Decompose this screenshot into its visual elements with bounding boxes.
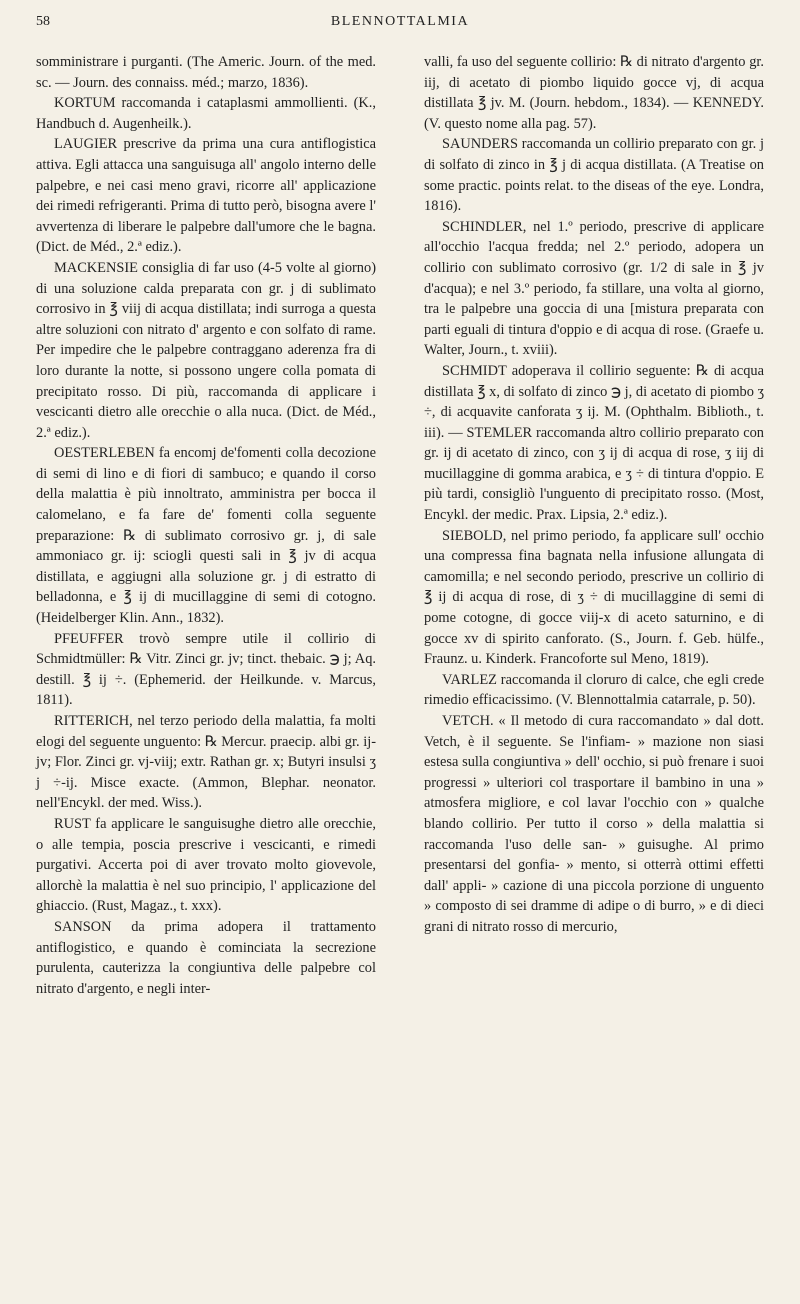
paragraph: RUST fa applicare le sanguisughe dietro alle orecchie, o alle tempia, poscia prescrive i vescicanti, e rimedi purgativi. Accerta poi di aver trovato molto giovevole, allorchè la malattia è nel suo principio, l' applicazione del ghiaccio. (Rust, Magaz., t. xxx). <box>36 815 376 915</box>
paragraph: MACKENSIE consiglia di far uso (4-5 volte al giorno) di una soluzione calda preparata con gr. j di sublimato corrosivo in ℥ viij di acqua distillata; indi surroga a questa altre soluzioni con nitrato d' argento e con solfato di rame. Per impedire che le palpebre contraggano aderenza fra di loro durante la notte, si possono ungere colla pomata di precipitato rosso. Di più, raccomanda di applicare i vescicanti dietro alle orecchie o alla nuca. (Dict. de Méd., 2.ª ediz.). <box>36 259 376 441</box>
page-number: 58 <box>36 14 50 29</box>
paragraph: SCHINDLER, nel 1.º periodo, prescrive di applicare all'occhio l'acqua fredda; nel 2.º periodo, adopera un collirio con sublimato corrosivo (gr. 1/2 di sale in ℥ jv d'acqua); e nel 3.º periodo, fa stillare, una volta al giorno, tra le palpebre una goccia di una [mistura preparata con parti eguali di tintura d'oppio e di acqua di rose. (Graefe u. Walter, Journ., t. xviii). <box>424 218 764 359</box>
paragraph: LAUGIER prescrive da prima una cura antiflogistica attiva. Egli attacca una sanguisuga all' angolo interno delle palpebre, e nei casi meno gravi, ricorre all' applicazione dei rimedi refrigeranti. Prima di tutto però, bisogna avere l' avvertenza di liberare le palpebre dall'umore che le bagna. (Dict. de Méd., 2.ª ediz.). <box>36 136 376 256</box>
paragraph: PFEUFFER trovò sempre utile il collirio di Schmidtmüller: ℞ Vitr. Zinci gr. jv; tinct. thebaic. ℈ j; Aq. destill. ℥ ij ÷. (Ephemerid. der Heilkunde. v. Marcus, 1811). <box>36 630 376 709</box>
paragraph: SIEBOLD, nel primo periodo, fa applicare sull' occhio una compressa fina bagnata nella infusione allungata di camomilla; e nel secondo periodo, prescrive un collirio di ℥ ij di acqua di rose, di ʒ ÷ di mucillaggine di semi di pome cotogne, di gocce viij-x di aceto saturnino, e di gocce xv di spirito canforato. (S., Journ. f. Geb. hülfe., Fraunz. u. Kinderk. Francoforte sul Meno, 1819). <box>424 527 764 668</box>
paragraph: RITTERICH, nel terzo periodo della malattia, fa molti elogi del seguente unguento: ℞ Mercur. praecip. albi gr. ij-jv; Flor. Zinci gr. vj-viij; extr. Rathan gr. x; Butyri insulsi ʒ j ÷-ij. Misce exacte. (Ammon, Blephar. neonator. nell'Encykl. der med. Wiss.). <box>36 713 376 812</box>
paragraph: VARLEZ raccomanda il cloruro di calce, che egli crede rimedio efficacissimo. (V. Blennottalmia catarrale, p. 50). <box>424 671 764 709</box>
paragraph: valli, fa uso del seguente collirio: ℞ di nitrato d'argento gr. iij, di acetato di piombo liquido gocce vj, di acqua distillata ℥ jv. M. (Journ. hebdom., 1834). — KENNEDY. (V. questo nome alla pag. 57). <box>424 54 764 132</box>
paragraph: OESTERLEBEN fa encomj de'fomenti colla decozione di semi di lino e di fiori di sambuco; e quando il corso della malattia è più innoltrato, amministra per bocca il calomelano, e fa fare de' fomenti colla seguente preparazione: ℞ di sublimato corrosivo gr. j, di sale ammoniaco gr. ij: sciogli questi sali in ℥ jv di acqua distillata, e aggiugni alla soluzione gr. j di estratto di belladonna, e ℥ ij di mucillaggine di semi di cotogno. (Heidelberger Klin. Ann., 1832). <box>36 445 376 627</box>
right-column <box>424 52 764 938</box>
paragraph: SAUNDERS raccomanda un collirio preparato con gr. j di solfato di zinco in ℥ j di acqua distillata. (A Treatise on some practic. points relat. to the diseas of the eye. Londra, 1816). <box>424 136 764 215</box>
page-header <box>36 8 764 34</box>
paragraph: somministrare i purganti. (The Americ. Journ. of the med. sc. — Journ. des connaiss. méd.; marzo, 1836). <box>36 54 376 91</box>
paragraph: SCHMIDT adoperava il collirio seguente: ℞ di acqua distillata ℥ x, di solfato di zinco ℈ j, di acetato di piombo ʒ ÷, di acquavite canforata ʒ ij. M. (Ophthalm. Biblioth., t. iii). — STEMLER raccomanda altro collirio preparato con gr. ij di acetato di zinco, con ʒ ij di acqua di rose, ʒ iij di mucillaggine di gomma arabica, e ʒ ÷ di tintura d'oppio. E più tardi, consigliò l'unguento di precipitato rosso. (Most, Encykl. der medic. Prax. Lipsia, 2.ª ediz.). <box>424 362 764 524</box>
running-head: BLENNOTTALMIA <box>330 14 470 29</box>
left-column <box>36 52 376 999</box>
paragraph: SANSON da prima adopera il trattamento antiflogistico, e quando è cominciata la secrezione purulenta, cauterizza la congiuntiva delle palpebre col nitrato d'argento, e negli inter- <box>36 918 376 997</box>
paragraph: KORTUM raccomanda i cataplasmi ammollienti. (K., Handbuch d. Augenheilk.). <box>36 95 376 132</box>
paragraph: VETCH. « Il metodo di cura raccomandato » dal dott. Vetch, è il seguente. Se l'infiam- » mazione non siasi estesa sulla congiuntiva » dell' occhio, si può frenare i suoi progressi » ulteriori col trasportare il bambino in una » atmosfera migliore, e col lavar l'occhio con » qualche blando collirio. Per tutto il corso » della malattia si raccomanda l'uso delle san- » guisughe. Al primo presentarsi del gonfia- » mento, si otterrà ottimi effetti dall' appli- » cazione di una piccola porzione di unguento » composto di sei dramme di adipe o di burro, » e di dieci grani di nitrato rosso di mercurio, <box>424 713 764 935</box>
